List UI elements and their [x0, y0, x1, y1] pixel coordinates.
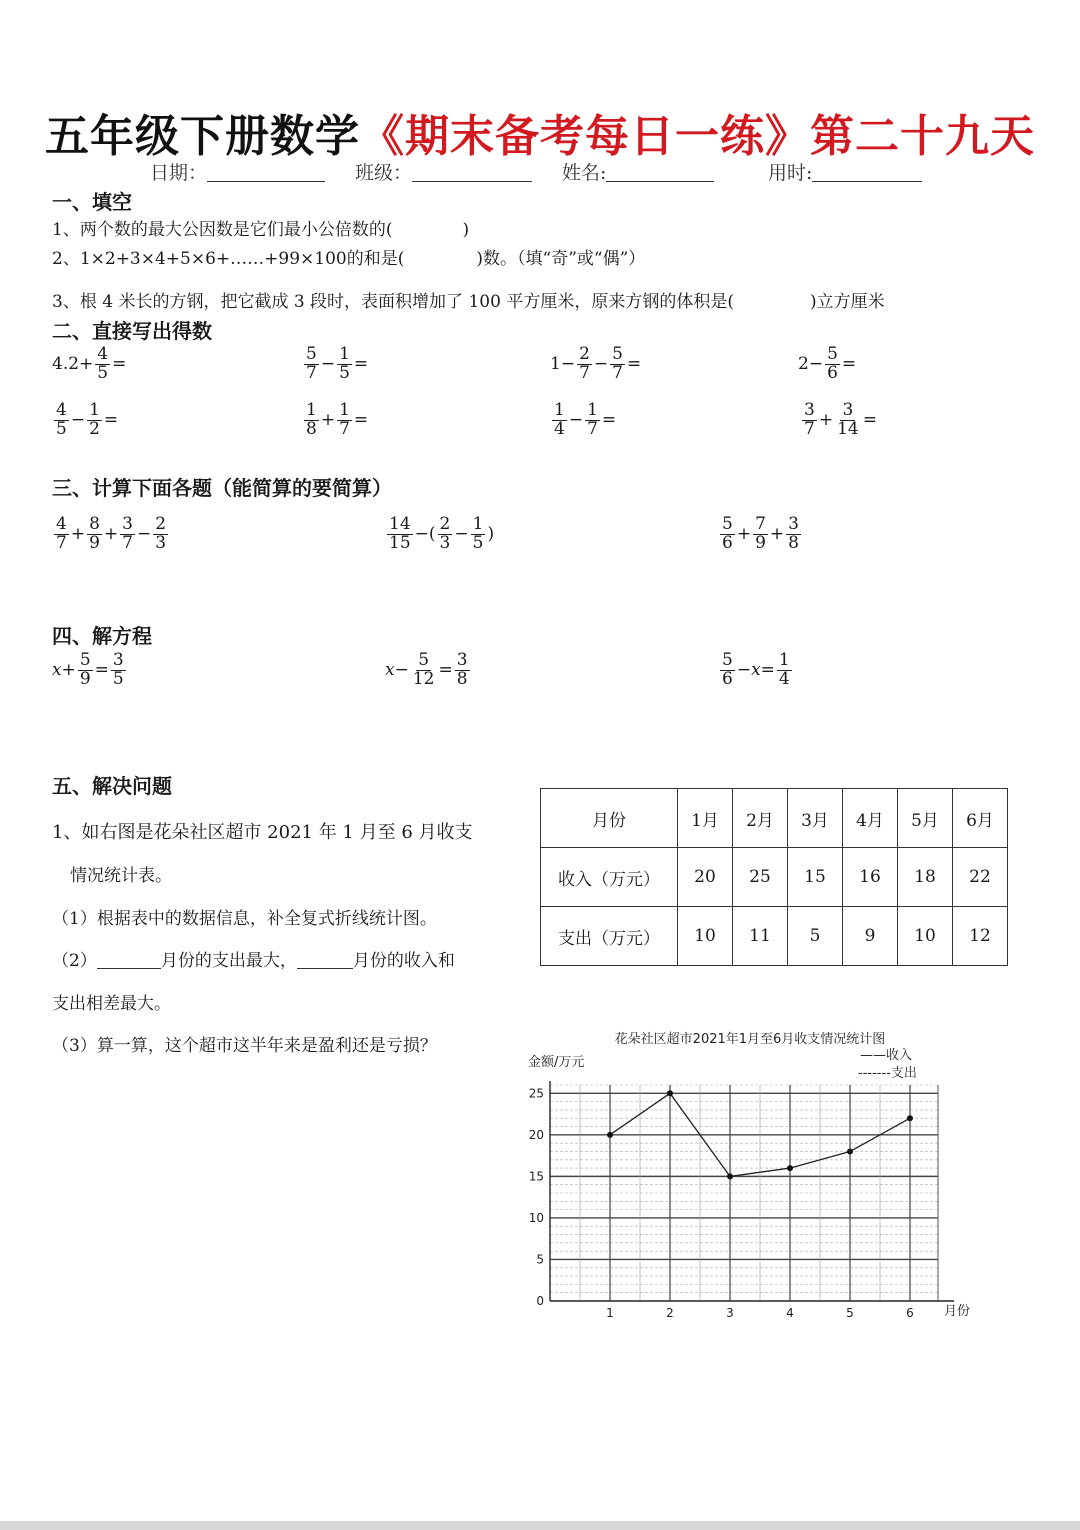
table-cell: 18 — [898, 848, 953, 907]
x-tick-label: 1 — [606, 1306, 614, 1320]
calc-expr-1: $\frac{4}{7}$ + $\frac{8}{9}$ + $\frac{3}{7}$ − $\frac{2}{3}$ — [56, 514, 167, 553]
y-tick-label: 15 — [528, 1169, 544, 1184]
table-cell: 15 — [788, 848, 843, 907]
table-header-row — [541, 789, 1008, 848]
y-tick-label: 25 — [528, 1086, 544, 1101]
title-red: 《期末备考每日一练》第二十九天 — [360, 111, 1035, 162]
y-tick-label: 0 — [536, 1294, 544, 1308]
table-cell: 11 — [733, 907, 788, 966]
question-1-1 — [52, 215, 469, 240]
calc-expr-3: $\frac{5}{6}$ + $\frac{7}{9}$ + $\frac{3}{8}$ — [722, 514, 799, 553]
table-cell: 6月 — [953, 789, 1008, 848]
x-tick-label: 5 — [846, 1306, 854, 1320]
table-cell: 16 — [843, 848, 898, 907]
table-cell: 收入（万元） — [541, 848, 678, 907]
problem-intro: 1、如右图是花朵社区超市 2021 年 1 月至 6 月收支 — [52, 822, 473, 843]
question-1-2 — [52, 244, 645, 269]
name-field[interactable] — [562, 158, 714, 185]
legend-income: ——收入 — [860, 1048, 913, 1063]
q1-text: 1、两个数的最大公因数是它们最小公倍数的( — [52, 220, 393, 240]
x-tick-label: 3 — [726, 1306, 734, 1320]
table-cell: 5 — [788, 907, 843, 966]
sub-question-3: （3）算一算，这个超市这半年来是盈利还是亏损？ — [52, 1036, 437, 1056]
sub-question-2-cont: 支出相差最大。 — [52, 994, 171, 1014]
time-label: 用时: — [768, 162, 813, 184]
table-cell: 22 — [953, 848, 1008, 907]
class-label: 班级： — [355, 162, 413, 184]
table-cell: 10 — [678, 907, 733, 966]
x-tick-label: 4 — [786, 1306, 794, 1320]
q1-end: ) — [462, 220, 470, 240]
problem-intro-cont: 情况统计表。 — [70, 866, 172, 886]
oral-calc-1d: 2− $\frac{5}{6}$ = — [798, 344, 857, 383]
oral-calc-2b: $\frac{1}{8}$ + $\frac{1}{7}$ = — [306, 400, 369, 439]
x-tick-label: 2 — [666, 1306, 674, 1320]
section-4-heading: 四、解方程 — [52, 624, 152, 648]
data-point — [847, 1148, 853, 1154]
name-label: 姓名: — [562, 162, 607, 184]
date-blank[interactable] — [207, 163, 325, 182]
table-cell: 25 — [733, 848, 788, 907]
table-cell: 3月 — [788, 789, 843, 848]
table-cell: 1月 — [678, 789, 733, 848]
legend-expense: -------支出 — [858, 1066, 917, 1081]
date-field[interactable] — [150, 158, 325, 185]
table-cell: 5月 — [898, 789, 953, 848]
oral-calc-2a: $\frac{4}{5}$ − $\frac{1}{2}$ = — [56, 400, 119, 439]
table-cell: 12 — [953, 907, 1008, 966]
q3-text: 3、根 4 米长的方钢，把它截成 3 段时，表面积增加了 100 平方厘米，原来方钢的体积是( — [52, 292, 734, 312]
table-row — [541, 848, 1008, 907]
table-cell: 10 — [898, 907, 953, 966]
data-point — [607, 1132, 613, 1138]
table-cell: 支出（万元） — [541, 907, 678, 966]
q2-text: 2、1×2+3×4+5×6+……+99×100的和是( — [52, 249, 405, 269]
table-row — [541, 907, 1008, 966]
data-point — [727, 1173, 733, 1179]
answer-blank-2[interactable] — [297, 950, 353, 969]
oral-calc-1a: 4.2+ $\frac{4}{5}$ = — [52, 344, 127, 383]
oral-calc-2d: $\frac{3}{7}$ + $\frac{3}{14}$ = — [804, 400, 877, 439]
page-title — [0, 100, 1080, 164]
time-blank[interactable] — [812, 163, 922, 182]
q3-end: )立方厘米 — [809, 292, 885, 312]
x-tick-label: 6 — [906, 1306, 914, 1320]
answer-blank-1[interactable] — [97, 950, 161, 969]
income-expense-table — [540, 788, 1008, 966]
table-cell: 2月 — [733, 789, 788, 848]
chart-xlabel: 月份 — [944, 1304, 971, 1319]
question-1-3 — [52, 287, 885, 312]
equation-2: x− $\frac{5}{12}$ = $\frac{3}{8}$ — [385, 650, 468, 689]
date-label: 日期： — [150, 162, 208, 184]
chart-ylabel: 金额/万元 — [528, 1055, 585, 1070]
section-5-heading: 五、解决问题 — [52, 774, 172, 798]
oral-calc-1b: $\frac{5}{7}$ − $\frac{1}{5}$ = — [306, 344, 369, 383]
sub-question-1: （1）根据表中的数据信息，补全复式折线统计图。 — [52, 909, 437, 929]
table-cell: 9 — [843, 907, 898, 966]
section-3-heading: 三、计算下面各题（能简算的要简算） — [52, 476, 392, 500]
oral-calc-1c: 1− $\frac{2}{7}$ − $\frac{5}{7}$ = — [550, 344, 642, 383]
oral-calc-2c: $\frac{1}{4}$ − $\frac{1}{7}$ = — [554, 400, 617, 439]
line-chart — [520, 1025, 980, 1325]
table-cell: 20 — [678, 848, 733, 907]
title-black: 五年级下册数学 — [45, 111, 360, 162]
sub-question-2: （2） 月份的支出最大， 月份的收入和 — [52, 951, 455, 971]
table-cell: 月份 — [541, 789, 678, 848]
class-blank[interactable] — [412, 163, 532, 182]
calc-expr-2: $\frac{14}{15}$ −( $\frac{2}{3}$ − $\frac{1}{5}$ ) — [389, 514, 495, 553]
chart-grid — [550, 1085, 938, 1301]
y-tick-label: 5 — [536, 1252, 544, 1267]
time-field[interactable] — [768, 158, 922, 185]
class-field[interactable] — [355, 158, 532, 185]
equation-3: $\frac{5}{6}$ −x= $\frac{1}{4}$ — [722, 650, 790, 689]
section-1-heading: 一、填空 — [52, 190, 132, 214]
y-tick-label: 20 — [528, 1127, 544, 1142]
data-point — [787, 1165, 793, 1171]
y-tick-label: 10 — [528, 1210, 544, 1225]
chart-title: 花朵社区超市2021年1月至6月收支情况统计图 — [614, 1032, 886, 1047]
q2-end: )数。（填“奇”或“偶”） — [476, 249, 646, 269]
bottom-edge — [0, 1521, 1080, 1530]
equation-1: x+ $\frac{5}{9}$ = $\frac{3}{5}$ — [52, 650, 124, 689]
name-blank[interactable] — [606, 163, 714, 182]
table-cell: 4月 — [843, 789, 898, 848]
data-point — [907, 1115, 913, 1121]
data-point — [667, 1090, 673, 1096]
section-2-heading: 二、直接写出得数 — [52, 319, 212, 343]
